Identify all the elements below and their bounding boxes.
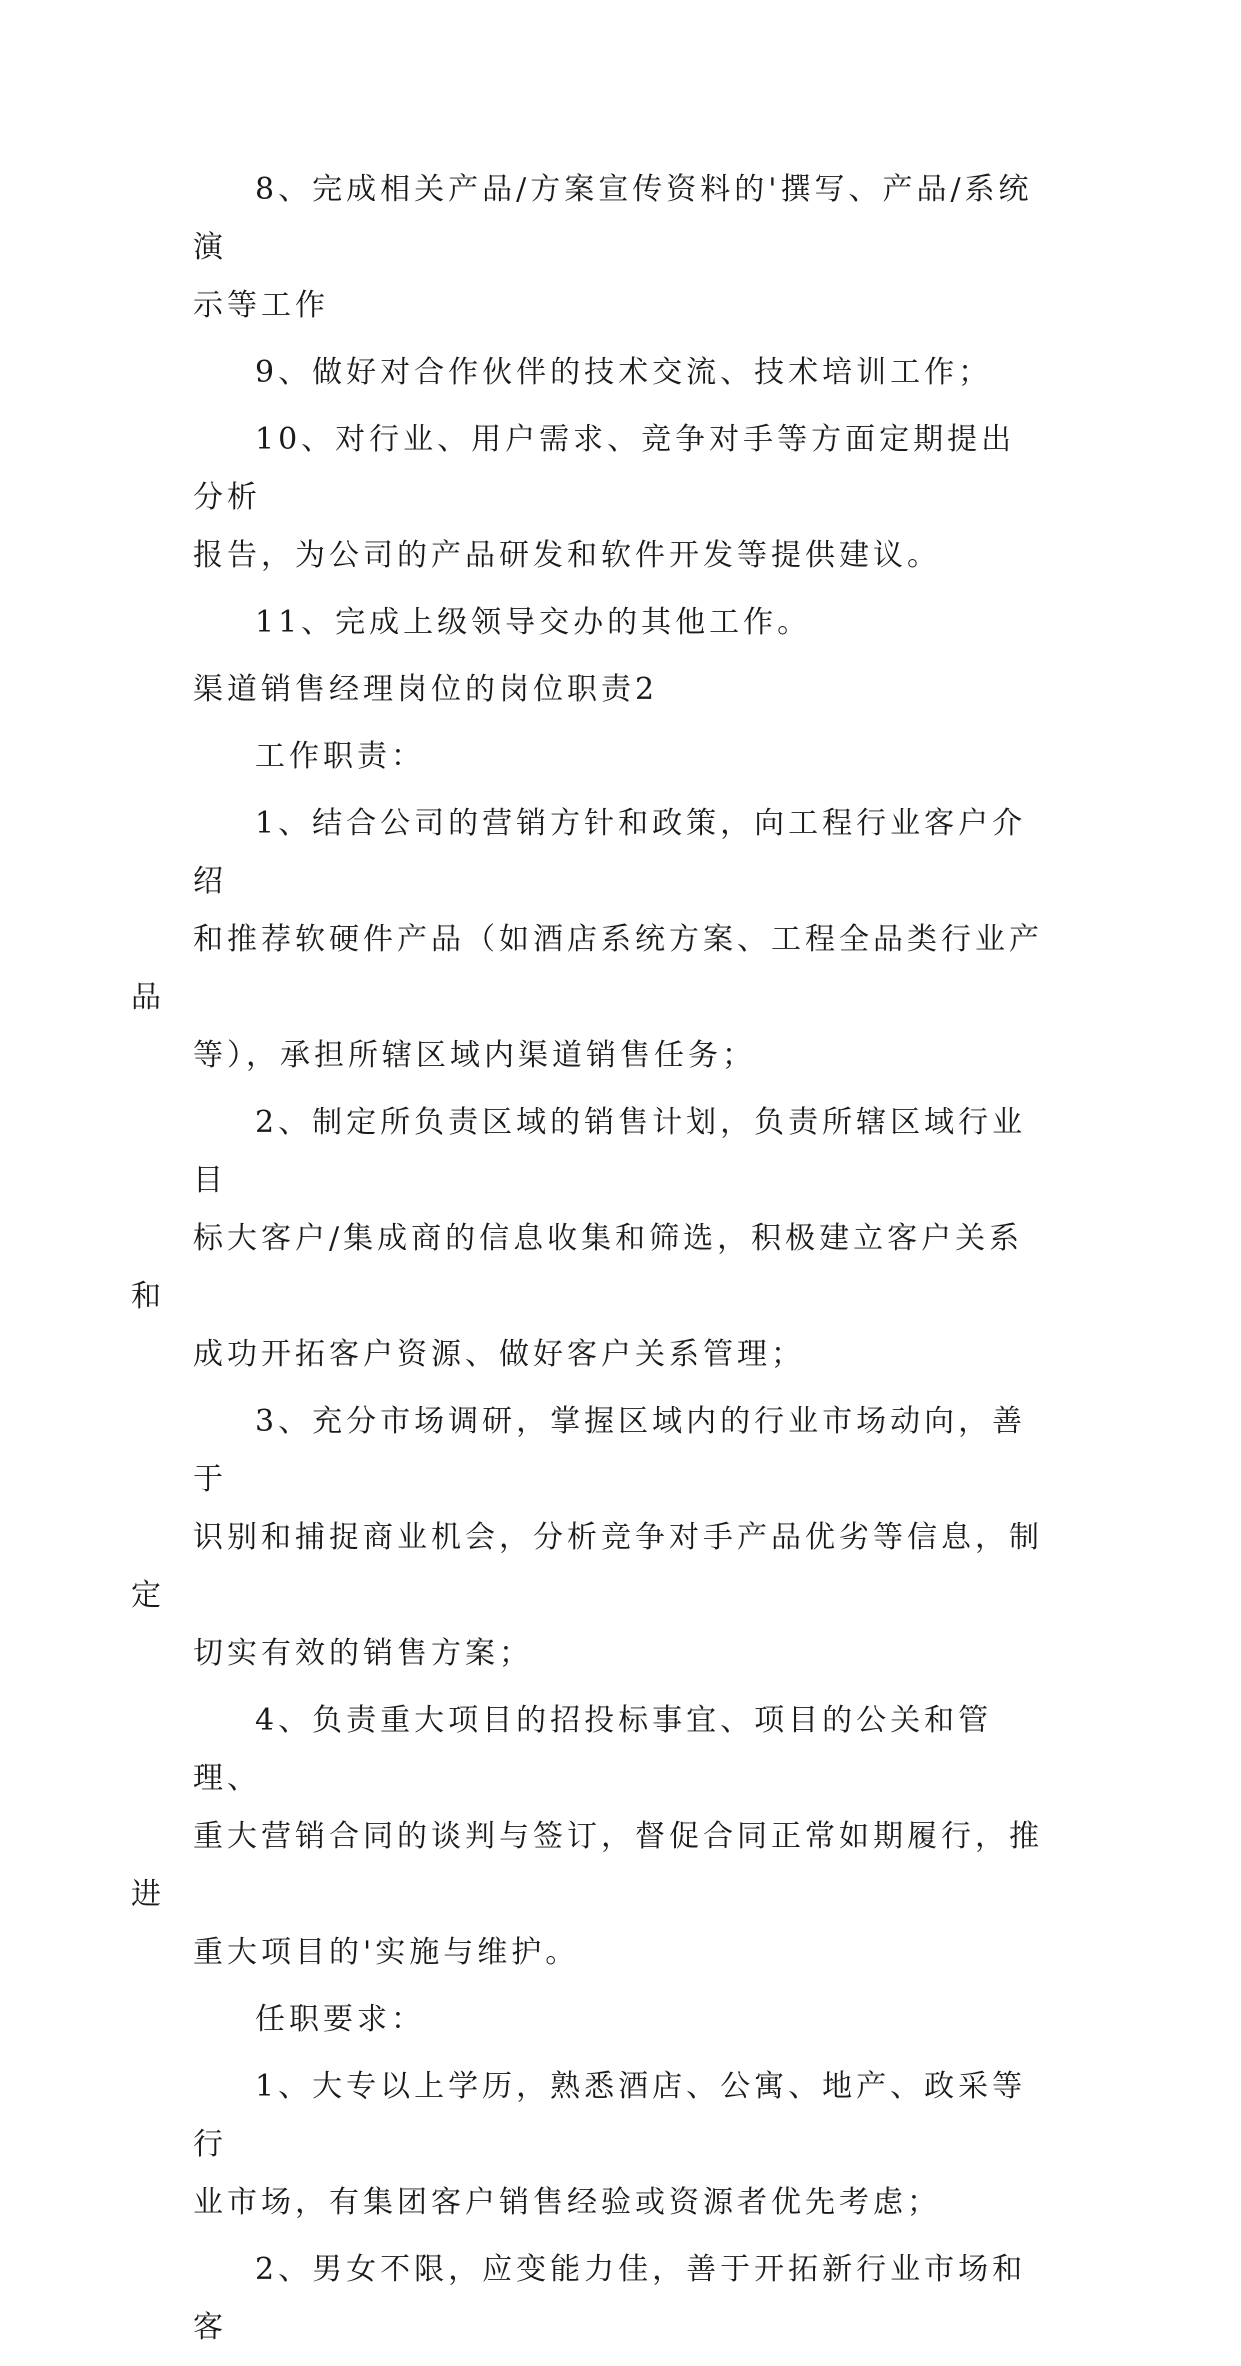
document-page xyxy=(131,161,1043,2366)
text-line: 9、做好对合作伙伴的技术交流、技术培训工作； xyxy=(255,355,993,390)
text-line: 报告，为公司的产品研发和软件开发等提供建议。 xyxy=(193,538,941,573)
subheading-duties xyxy=(193,728,1043,786)
paragraph-item-11 xyxy=(193,594,1043,652)
text-line: 标大客户/集成商的信息收集和筛选，积极建立客户关系和 xyxy=(131,1221,1024,1314)
duty-item-3 xyxy=(131,1393,1043,1683)
text-line: 11、完成上级领导交办的其他工作。 xyxy=(255,605,812,640)
text-line: 工作职责： xyxy=(255,739,425,774)
text-line: 1、大专以上学历，熟悉酒店、公寓、地产、政采等行 xyxy=(193,2069,1027,2162)
subheading-requirements xyxy=(193,1991,1043,2049)
text-line: 2、制定所负责区域的销售计划，负责所辖区域行业目 xyxy=(193,1105,1027,1198)
text-line: 示等工作 xyxy=(193,288,329,323)
text-line: 和推荐软硬件产品（如酒店系统方案、工程全品类行业产品 xyxy=(131,922,1043,1015)
text-line: 任职要求： xyxy=(255,2002,425,2037)
paragraph-item-8 xyxy=(193,161,1043,335)
text-line: 1、结合公司的营销方针和政策，向工程行业客户介绍 xyxy=(193,806,1027,899)
text-line: 等），承担所辖区域内渠道销售任务； xyxy=(193,1038,756,1073)
text-line: 成功开拓客户资源、做好客户关系管理； xyxy=(193,1337,805,1372)
text-line: 切实有效的销售方案； xyxy=(193,1636,533,1671)
text-line: 4、负责重大项目的招投标事宜、项目的公关和管理、 xyxy=(193,1703,993,1796)
requirement-item-1 xyxy=(193,2058,1043,2232)
section-heading xyxy=(193,661,1043,719)
text-line: 8、完成相关产品/方案宣传资料的'撰写、产品/系统演 xyxy=(193,172,1033,265)
duty-item-4 xyxy=(131,1692,1043,1982)
text-line: 识别和捕捉商业机会，分析竞争对手产品优劣等信息，制定 xyxy=(131,1520,1043,1613)
text-line: 重大营销合同的谈判与签订，督促合同正常如期履行，推进 xyxy=(131,1819,1043,1912)
text-line: 渠道销售经理岗位的岗位职责2 xyxy=(193,672,659,707)
duty-item-2 xyxy=(131,1094,1043,1384)
paragraph-item-9 xyxy=(193,344,1043,402)
text-line: 3、充分市场调研，掌握区域内的行业市场动向，善于 xyxy=(193,1404,1027,1497)
duty-item-1 xyxy=(131,795,1043,1085)
text-line: 重大项目的'实施与维护。 xyxy=(193,1935,580,1970)
text-line: 2、男女不限，应变能力佳，善于开拓新行业市场和客 xyxy=(193,2252,1027,2345)
text-line: 10、对行业、用户需求、竞争对手等方面定期提出分析 xyxy=(193,422,1016,515)
text-line: 业市场，有集团客户销售经验或资源者优先考虑； xyxy=(193,2185,941,2220)
requirement-item-2 xyxy=(193,2241,1043,2357)
paragraph-item-10 xyxy=(193,411,1043,585)
